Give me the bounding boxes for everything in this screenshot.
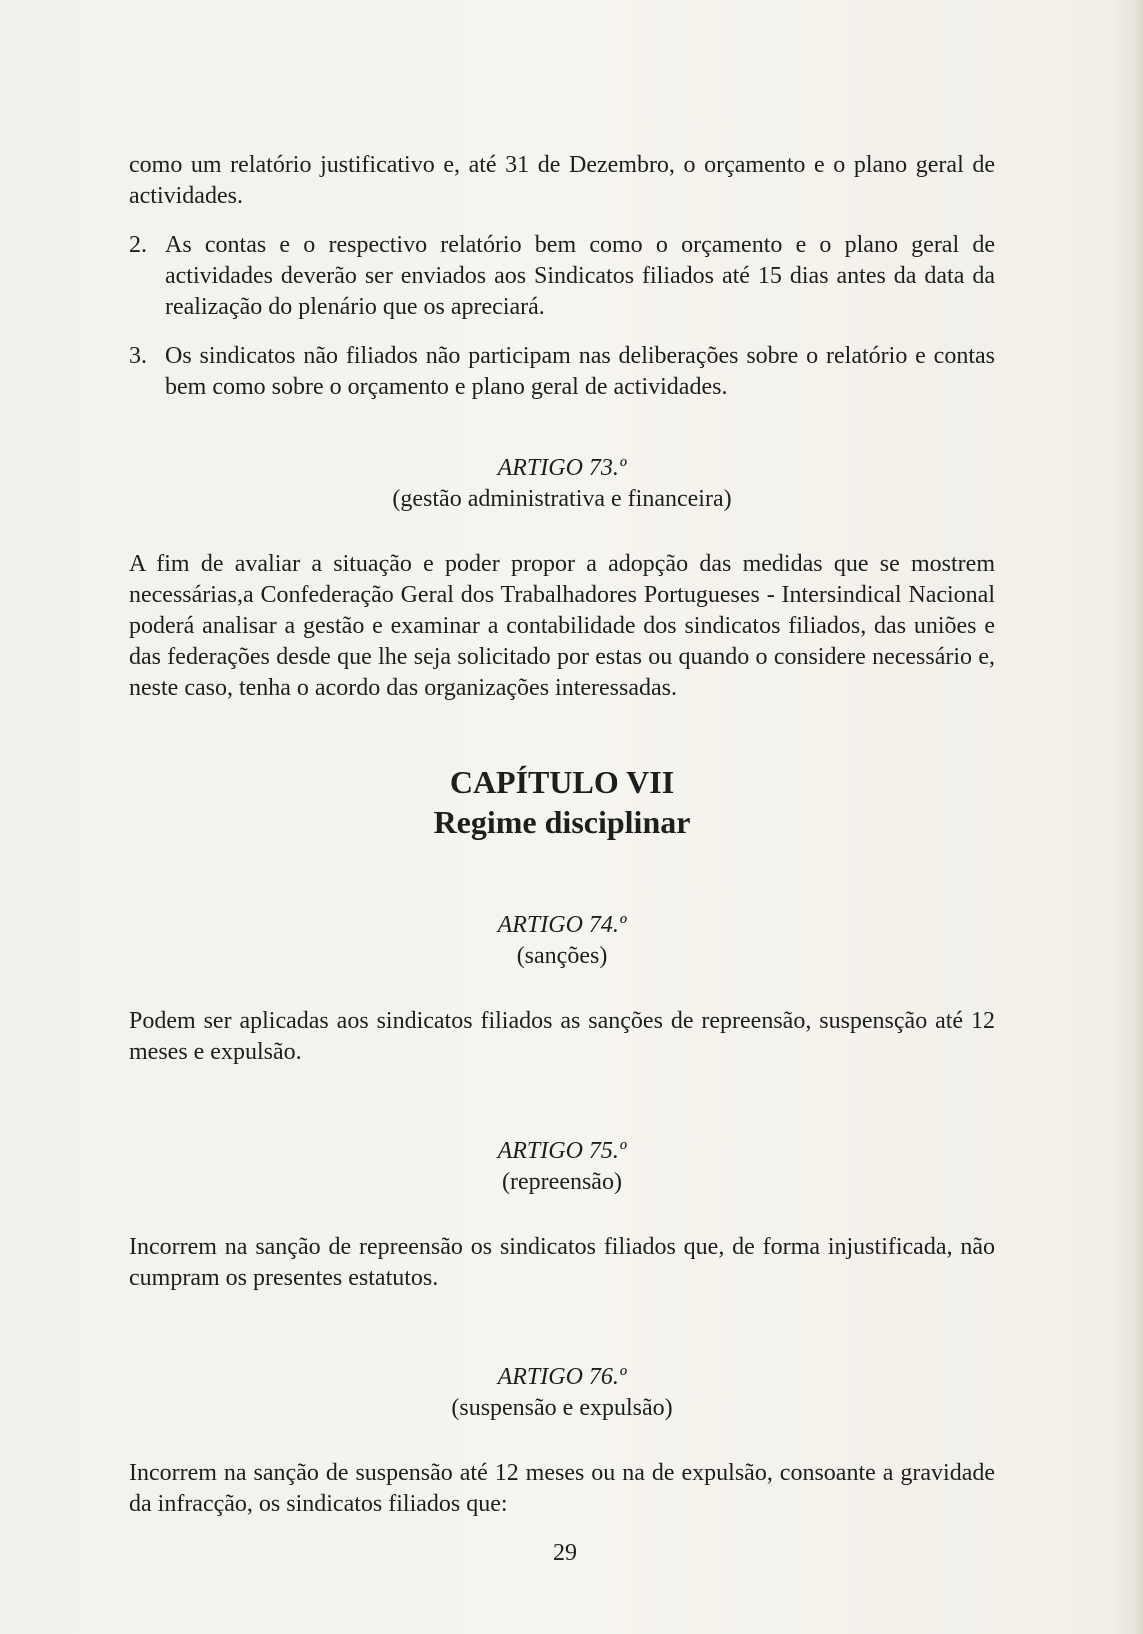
intro-paragraph: como um relatório justificativo e, até 31 de Dezembro, o orçamento e o plano geral de actividades. (129, 152, 995, 209)
item-number: 2. (129, 232, 147, 258)
article-75-heading (129, 1136, 995, 1198)
article-title: ARTIGO 75.º (497, 1138, 627, 1164)
article-76-heading (129, 1362, 995, 1424)
item-number: 3. (129, 343, 147, 369)
item-text: Os sindicatos não filiados não participam nas deliberações sobre o relatório e contas bem como sobre o orçamento e plano geral de actividades. (165, 343, 995, 400)
article-73-body: A fim de avaliar a situação e poder propor a adopção das medidas que se mostrem necessárias,a Confederação Geral dos Trabalhadores Portugueses - Intersindical Nacional poderá analisar a gestão e examinar a contabilidade dos sindicatos filiados, das uniões e das federações desde que lhe seja solicitado por estas ou quando o considere necessário e, neste caso, tenha o acordo das organizações interessadas. (129, 551, 995, 701)
article-subtitle: (gestão administrativa e financeira) (392, 486, 732, 512)
item-text: As contas e o respectivo relatório bem como o orçamento e o plano geral de actividades deverão ser enviados aos Sindicatos filiados até 15 dias antes da data da realização do plenário que os apreciará. (165, 232, 995, 320)
numbered-item-3 (129, 341, 995, 403)
page-edge (1133, 0, 1143, 1634)
article-74-body: Podem ser aplicadas aos sindicatos filiados as sanções de repreensão, suspensção até 12 meses e expulsão. (129, 1008, 995, 1065)
article-74-heading (129, 910, 995, 972)
numbered-item-2 (129, 230, 995, 323)
article-75-body: Incorrem na sanção de repreensão os sindicatos filiados que, de forma injustificada, não cumpram os presentes estatutos. (129, 1234, 995, 1291)
chapter-subtitle: Regime disciplinar (433, 804, 691, 840)
article-76-body: Incorrem na sanção de suspensão até 12 meses ou na de expulsão, consoante a gravidade da infracção, os sindicatos filiados que: (129, 1460, 995, 1517)
article-title: ARTIGO 76.º (497, 1364, 627, 1390)
article-73-heading (129, 453, 995, 515)
page-number: 29 (553, 1540, 577, 1566)
article-title: ARTIGO 73.º (497, 455, 627, 481)
page-content (129, 150, 995, 1520)
chapter-title: CAPÍTULO VII (449, 764, 675, 800)
chapter-heading (129, 762, 995, 842)
article-subtitle: (suspensão e expulsão) (451, 1395, 673, 1421)
article-title: ARTIGO 74.º (497, 912, 627, 938)
article-subtitle: (repreensão) (502, 1169, 622, 1195)
article-subtitle: (sanções) (516, 943, 608, 969)
